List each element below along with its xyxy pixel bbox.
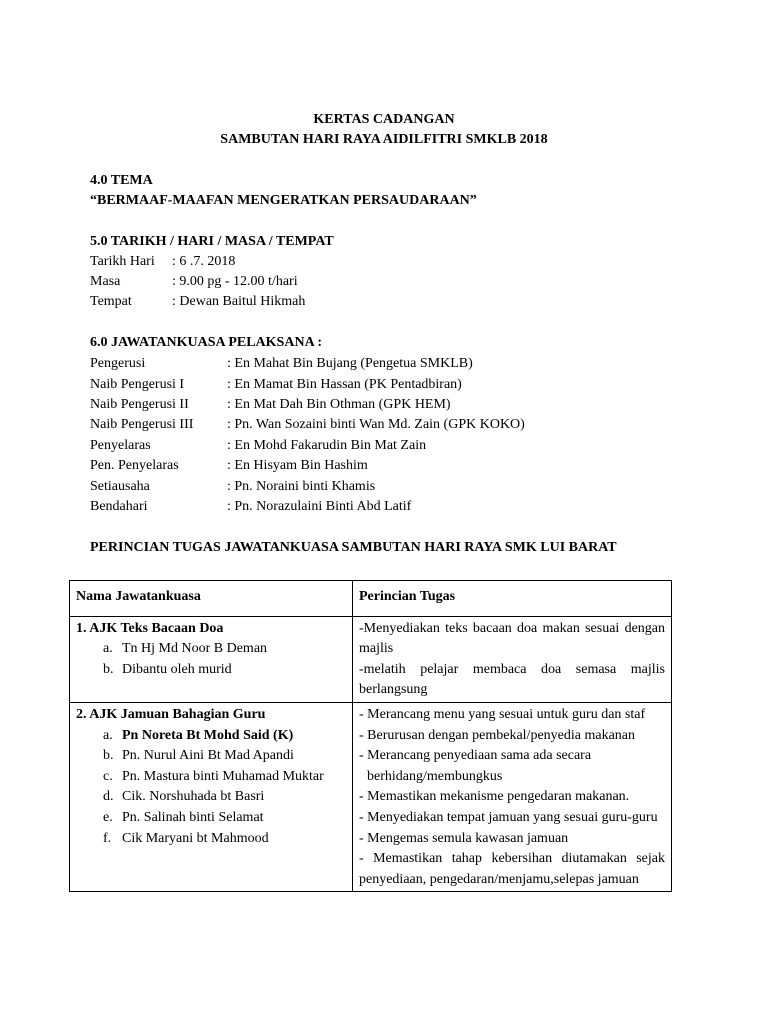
table-header-row bbox=[70, 581, 672, 617]
committee-role: Naib Pengerusi II bbox=[90, 397, 189, 412]
committee-person: : En Mat Dah Bin Othman (GPK HEM) bbox=[227, 397, 451, 412]
member-name: Pn. Salinah binti Selamat bbox=[122, 809, 264, 825]
member-item bbox=[76, 639, 346, 660]
member-name: Cik Maryani bt Mahmood bbox=[122, 830, 269, 846]
tarikh-label: Tarikh Hari bbox=[90, 254, 155, 269]
group-name: 1. AJK Teks Bacaan Doa bbox=[76, 620, 224, 636]
section-jawatankuasa-heading: 6.0 JAWATANKUASA PELAKSANA : bbox=[90, 335, 323, 350]
committee-row bbox=[90, 397, 451, 413]
member-mark: a. bbox=[103, 641, 113, 657]
group-name: 2. AJK Jamuan Bahagian Guru bbox=[76, 706, 266, 722]
member-mark: d. bbox=[103, 789, 114, 805]
member-item bbox=[76, 808, 346, 829]
task-item: - Berurusan dengan pembekal/penyedia makanan bbox=[359, 727, 636, 743]
member-name: Tn Hj Md Noor B Deman bbox=[122, 641, 268, 657]
tempat-value: : Dewan Baitul Hikmah bbox=[172, 294, 306, 309]
member-name: Cik. Norshuhada bt Basri bbox=[122, 789, 265, 805]
tarikh-value: : 6 .7. 2018 bbox=[172, 254, 236, 269]
task-item: - Merancang penyediaan sama ada secara bbox=[359, 748, 592, 764]
member-name: Dibantu oleh murid bbox=[122, 661, 232, 677]
committee-row bbox=[90, 438, 426, 454]
tempat-label: Tempat bbox=[90, 294, 132, 309]
masa-value: : 9.00 pg - 12.00 t/hari bbox=[172, 274, 298, 289]
member-item bbox=[76, 767, 346, 788]
column-header-nama: Nama Jawatankuasa bbox=[70, 581, 353, 617]
task-item: - Menyediakan tempat jamuan yang sesuai guru-guru bbox=[359, 809, 658, 825]
member-item bbox=[76, 660, 346, 681]
member-item bbox=[76, 746, 346, 767]
committee-row bbox=[90, 356, 473, 372]
committee-row bbox=[90, 458, 368, 474]
perincian-heading: PERINCIAN TUGAS JAWATANKUASA SAMBUTAN HARI RAYA SMK LUI BARAT bbox=[90, 540, 617, 555]
section-tema-heading: 4.0 TEMA bbox=[90, 173, 153, 188]
masa-label: Masa bbox=[90, 274, 121, 289]
section-tarikh-heading: 5.0 TARIKH / HARI / MASA / TEMPAT bbox=[90, 234, 334, 249]
committee-row bbox=[90, 417, 525, 433]
member-item bbox=[76, 829, 346, 850]
table-row bbox=[70, 702, 672, 891]
task-item: - Memastikan tahap kebersihan diutamakan sejak penyediaan, pengedaran/menjamu,selepas jamuan bbox=[359, 851, 665, 887]
committee-person: : Pn. Noraini binti Khamis bbox=[227, 479, 376, 494]
committee-role: Setiausaha bbox=[90, 479, 150, 494]
task-item: - Memastikan mekanisme pengedaran makanan. bbox=[359, 789, 630, 805]
member-mark: a. bbox=[103, 727, 113, 743]
member-name: Pn. Mastura binti Muhamad Muktar bbox=[122, 768, 324, 784]
table-row bbox=[70, 616, 672, 702]
tempat-row bbox=[90, 294, 305, 310]
committee-person: : En Mahat Bin Bujang (Pengetua SMKLB) bbox=[227, 356, 473, 371]
duty-table bbox=[69, 580, 672, 892]
committee-row bbox=[90, 377, 462, 393]
task-item: - Merancang menu yang sesuai untuk guru dan staf bbox=[359, 706, 646, 722]
committee-row bbox=[90, 479, 375, 495]
task-item: -Menyediakan teks bacaan doa makan sesuai dengan majlis bbox=[359, 620, 665, 657]
member-mark: e. bbox=[103, 809, 113, 825]
committee-cell bbox=[70, 702, 353, 891]
tarikh-row bbox=[90, 254, 235, 270]
tema-text: “BERMAAF-MAAFAN MENGERATKAN PERSAUDARAAN” bbox=[90, 193, 477, 208]
committee-cell bbox=[70, 616, 353, 702]
committee-person: : Pn. Wan Sozaini binti Wan Md. Zain (GPK KOKO) bbox=[227, 417, 525, 432]
task-item: - Mengemas semula kawasan jamuan bbox=[359, 830, 569, 846]
committee-role: Bendahari bbox=[90, 499, 148, 514]
committee-person: : Pn. Norazulaini Binti Abd Latif bbox=[227, 499, 412, 514]
member-item bbox=[76, 787, 346, 808]
doc-title-line1: KERTAS CADANGAN bbox=[313, 112, 455, 127]
committee-role: Naib Pengerusi I bbox=[90, 377, 185, 392]
committee-role: Pengerusi bbox=[90, 356, 146, 371]
masa-row bbox=[90, 274, 298, 290]
committee-person: : En Hisyam Bin Hashim bbox=[227, 458, 368, 473]
member-item bbox=[76, 726, 346, 747]
column-header-perincian: Perincian Tugas bbox=[353, 581, 672, 617]
committee-person: : En Mohd Fakarudin Bin Mat Zain bbox=[227, 438, 427, 453]
member-name: Pn Noreta Bt Mohd Said (K) bbox=[122, 727, 294, 743]
member-mark: b. bbox=[103, 748, 114, 764]
tasks-cell bbox=[353, 616, 672, 702]
committee-person: : En Mamat Bin Hassan (PK Pentadbiran) bbox=[227, 377, 462, 392]
task-item: berhidang/membungkus bbox=[367, 768, 503, 784]
committee-row bbox=[90, 499, 411, 515]
member-mark: c. bbox=[103, 768, 113, 784]
committee-role: Penyelaras bbox=[90, 438, 151, 453]
member-mark: b. bbox=[103, 661, 114, 677]
member-mark: f. bbox=[103, 830, 112, 846]
task-item: -melatih pelajar membaca doa semasa majlis berlangsung bbox=[359, 661, 665, 698]
committee-role: Naib Pengerusi III bbox=[90, 417, 194, 432]
doc-title-line2: SAMBUTAN HARI RAYA AIDILFITRI SMKLB 2018 bbox=[220, 132, 548, 147]
committee-role: Pen. Penyelaras bbox=[90, 458, 179, 473]
tasks-cell bbox=[353, 702, 672, 891]
member-name: Pn. Nurul Aini Bt Mad Apandi bbox=[122, 748, 294, 764]
